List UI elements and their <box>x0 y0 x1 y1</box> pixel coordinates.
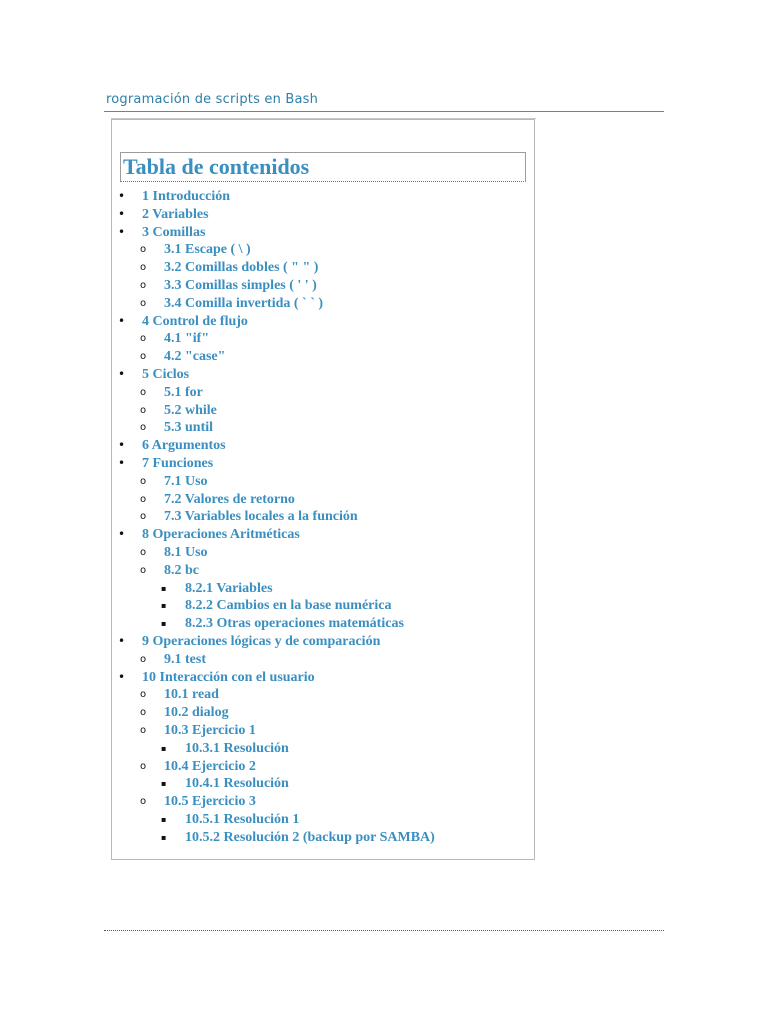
toc-item <box>116 241 526 259</box>
toc-link[interactable]: 5.1 for <box>164 384 203 400</box>
bullet-icon: ▪ <box>161 619 167 629</box>
bullet-icon: o <box>140 796 147 808</box>
toc-link[interactable]: 7 Funciones <box>142 455 214 471</box>
bullet-icon: o <box>140 333 147 345</box>
toc-link[interactable]: 4.1 "if" <box>164 331 210 347</box>
toc-link[interactable]: 3.1 Escape ( \ ) <box>164 242 251 258</box>
toc-item <box>116 562 526 580</box>
toc-item <box>116 206 526 224</box>
bullet-icon: o <box>140 351 147 363</box>
toc-link[interactable]: 10.3.1 Resolución <box>185 740 289 756</box>
footer-divider <box>104 930 664 931</box>
toc-item <box>116 366 526 384</box>
toc-link[interactable]: 4.2 "case" <box>164 349 226 365</box>
toc-item <box>116 419 526 437</box>
toc-link[interactable]: 1 Introducción <box>142 189 231 204</box>
toc-link[interactable]: 5.2 while <box>164 402 217 418</box>
toc-link[interactable]: 10.2 dialog <box>164 705 229 721</box>
bullet-icon: • <box>118 313 126 328</box>
toc-link[interactable]: 7.2 Valores de retorno <box>164 491 295 507</box>
bullet-icon: o <box>140 404 147 416</box>
toc-item <box>116 348 526 366</box>
toc-link[interactable]: 10.5 Ejercicio 3 <box>164 794 256 810</box>
bullet-icon: • <box>118 206 126 221</box>
toc-link[interactable]: 4 Control de flujo <box>142 313 248 329</box>
toc-item <box>116 811 526 829</box>
bullet-icon: • <box>118 633 126 648</box>
bullet-icon: o <box>140 386 147 398</box>
bullet-icon: o <box>140 689 147 701</box>
toc-link[interactable]: 10.5.2 Resolución 2 (backup por SAMBA) <box>185 829 435 845</box>
toc-link[interactable]: 2 Variables <box>142 206 209 222</box>
bullet-icon: • <box>118 669 126 684</box>
toc-link[interactable]: 8.2.3 Otras operaciones matemáticas <box>185 616 404 632</box>
bullet-icon: • <box>118 438 126 453</box>
toc-item <box>116 615 526 633</box>
toc-item <box>116 597 526 615</box>
toc-list <box>116 188 526 846</box>
bullet-icon: • <box>118 224 126 239</box>
toc-item <box>116 651 526 669</box>
bullet-icon: o <box>140 297 147 309</box>
toc-item <box>116 686 526 704</box>
bullet-icon: o <box>140 564 147 576</box>
toc-link[interactable]: 3.3 Comillas simples ( ' ' ) <box>164 277 317 293</box>
toc-item <box>116 455 526 473</box>
toc-item <box>116 633 526 651</box>
toc-item <box>116 188 526 206</box>
toc-link[interactable]: 7.3 Variables locales a la función <box>164 509 358 525</box>
toc-item <box>116 669 526 687</box>
bullet-icon: o <box>140 262 147 274</box>
bullet-icon: o <box>140 760 147 772</box>
toc-link[interactable]: 5 Ciclos <box>142 366 190 382</box>
bullet-icon: o <box>140 546 147 558</box>
toc-item <box>116 491 526 509</box>
bullet-icon: o <box>140 653 147 665</box>
toc-item <box>116 704 526 722</box>
bullet-icon: ▪ <box>161 743 167 753</box>
toc-item <box>116 224 526 242</box>
toc-item <box>116 758 526 776</box>
bullet-icon: o <box>140 511 147 523</box>
toc-link[interactable]: 7.1 Uso <box>164 473 208 489</box>
toc-link[interactable]: 5.3 until <box>164 420 214 436</box>
toc-item <box>116 259 526 277</box>
bullet-icon: • <box>118 527 126 542</box>
header-divider <box>104 111 664 112</box>
toc-link[interactable]: 8.1 Uso <box>164 544 208 560</box>
toc-item <box>116 313 526 331</box>
toc-item <box>116 437 526 455</box>
toc-item <box>116 829 526 847</box>
bullet-icon: ▪ <box>161 779 167 789</box>
toc-item <box>116 580 526 598</box>
toc-link[interactable]: 10.3 Ejercicio 1 <box>164 722 256 738</box>
toc-item <box>116 295 526 313</box>
bullet-icon: o <box>140 475 147 487</box>
toc-link[interactable]: 6 Argumentos <box>142 438 226 454</box>
toc-link[interactable]: 10.5.1 Resolución 1 <box>185 811 300 827</box>
toc-item <box>116 508 526 526</box>
bullet-icon: ▪ <box>161 832 167 842</box>
toc-item <box>116 402 526 420</box>
toc-link[interactable]: 8.2.1 Variables <box>185 580 273 596</box>
toc-item <box>116 473 526 491</box>
toc-link[interactable]: 8 Operaciones Aritméticas <box>142 527 300 543</box>
toc-link[interactable]: 3.4 Comilla invertida ( ` ` ) <box>164 295 324 311</box>
bullet-icon: • <box>118 455 126 470</box>
toc-link[interactable]: 10.4 Ejercicio 2 <box>164 758 256 774</box>
bullet-icon: o <box>140 422 147 434</box>
toc-link[interactable]: 8.2 bc <box>164 562 199 578</box>
toc-link[interactable]: 10 Interacción con el usuario <box>142 669 315 685</box>
toc-link[interactable]: 10.4.1 Resolución <box>185 776 289 792</box>
toc-item <box>116 384 526 402</box>
toc-item <box>116 330 526 348</box>
bullet-icon: • <box>118 366 126 381</box>
bullet-icon: ▪ <box>161 583 167 593</box>
bullet-icon: ▪ <box>161 601 167 611</box>
bullet-icon: o <box>140 707 147 719</box>
toc-link[interactable]: 9.1 test <box>164 651 206 667</box>
toc-item <box>116 722 526 740</box>
bullet-icon: o <box>140 724 147 736</box>
bullet-icon: ▪ <box>161 814 167 824</box>
toc-item <box>116 526 526 544</box>
toc-item <box>116 544 526 562</box>
bullet-icon: o <box>140 244 147 256</box>
bullet-icon: • <box>118 189 126 203</box>
toc-item <box>116 740 526 758</box>
toc-item <box>116 793 526 811</box>
toc-link[interactable]: 8.2.2 Cambios en la base numérica <box>185 598 392 614</box>
toc-link[interactable]: 3.2 Comillas dobles ( " " ) <box>164 260 319 276</box>
toc-link[interactable]: 3 Comillas <box>142 224 206 240</box>
page-header-title: rogramación de scripts en Bash <box>106 92 319 107</box>
toc-link[interactable]: 9 Operaciones lógicas y de comparación <box>142 633 381 649</box>
toc-item <box>116 775 526 793</box>
bullet-icon: o <box>140 493 147 505</box>
toc-link[interactable]: 10.1 read <box>164 687 219 703</box>
toc-item <box>116 277 526 295</box>
bullet-icon: o <box>140 279 147 291</box>
toc-title: Tabla de contenidos <box>120 152 526 182</box>
